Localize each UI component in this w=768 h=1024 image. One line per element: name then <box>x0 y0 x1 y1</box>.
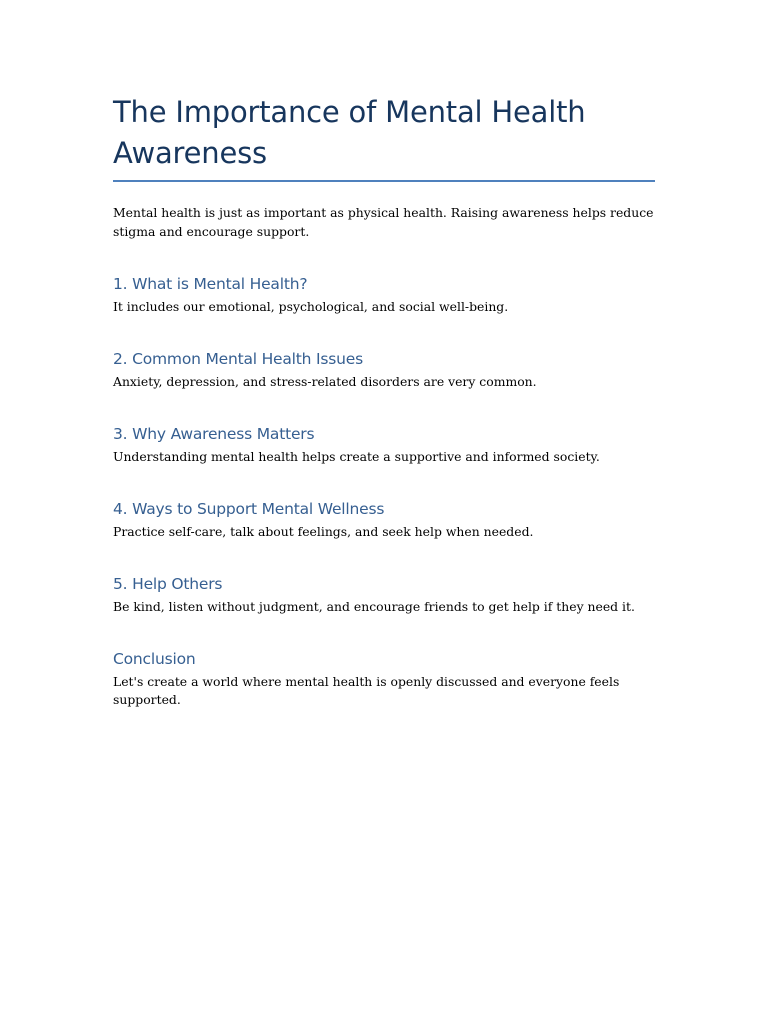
section-heading: 1. What is Mental Health? <box>113 275 308 293</box>
section-body: Be kind, listen without judgment, and encourage friends to get help if they need it. <box>113 599 635 614</box>
section-common-issues <box>113 349 655 391</box>
section-what-is-mental-health <box>113 274 655 316</box>
section-heading: 2. Common Mental Health Issues <box>113 350 363 368</box>
section-body: It includes our emotional, psychological, and social well-being. <box>113 299 509 314</box>
section-conclusion <box>113 649 655 709</box>
section-body: Practice self-care, talk about feelings, and seek help when needed. <box>113 524 534 539</box>
section-body: Understanding mental health helps create a supportive and informed society. <box>113 449 600 464</box>
section-help-others <box>113 574 655 616</box>
section-ways-to-support <box>113 499 655 541</box>
section-heading: Conclusion <box>113 650 196 668</box>
section-heading: 3. Why Awareness Matters <box>113 425 315 443</box>
document-page <box>113 0 655 709</box>
section-why-awareness-matters <box>113 424 655 466</box>
section-body: Let's create a world where mental health is openly discussed and everyone feels supported. <box>113 674 620 707</box>
section-body: Anxiety, depression, and stress-related disorders are very common. <box>113 374 537 389</box>
document-title: The Importance of Mental Health Awareness <box>113 0 655 182</box>
section-heading: 5. Help Others <box>113 575 223 593</box>
section-heading: 4. Ways to Support Mental Wellness <box>113 500 385 518</box>
intro-paragraph: Mental health is just as important as physical health. Raising awareness helps reduce stigma and encourage support. <box>113 205 654 239</box>
